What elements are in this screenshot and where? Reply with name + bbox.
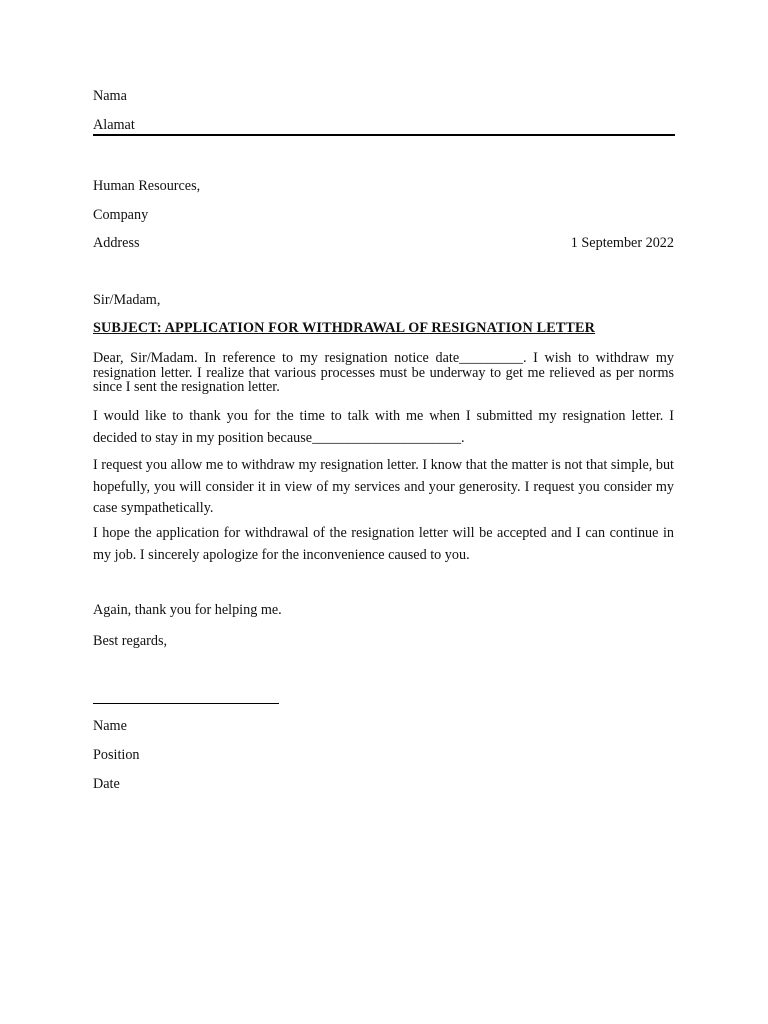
closing-regards: Best regards, — [93, 633, 168, 649]
signature-name: Name — [93, 718, 127, 734]
recipient-company: Company — [93, 207, 149, 223]
signature-date: Date — [93, 776, 120, 792]
body-paragraph: Dear, Sir/Madam. In reference to my resignation notice date_________. I wish to withdraw my resignation letter. I realize that various processes must be underway to get me relieved as per norms since I sent the resignation letter. — [93, 350, 674, 395]
sender-address: Alamat — [93, 117, 135, 133]
subject-line: SUBJECT: APPLICATION FOR WITHDRAWAL OF RESIGNATION LETTER — [93, 320, 596, 336]
recipient-address: Address — [93, 235, 140, 251]
signature-position: Position — [93, 747, 140, 763]
recipient-department: Human Resources, — [93, 178, 201, 194]
sender-name: Nama — [93, 88, 127, 104]
header-rule — [93, 134, 675, 136]
salutation: Sir/Madam, — [93, 292, 161, 308]
letter-date: 1 September 2022 — [570, 235, 674, 251]
body-paragraph: I would like to thank you for the time to talk with me when I submitted my resignation letter. I decided to stay in my position because_____________________. — [93, 408, 674, 446]
closing-thanks: Again, thank you for helping me. — [93, 602, 282, 618]
body-paragraph: I request you allow me to withdraw my resignation letter. I know that the matter is not that simple, but hopefully, you will consider it in view of my services and your generosity. I request you consider my case sympathetically. — [93, 457, 674, 516]
body-paragraph: I hope the application for withdrawal of the resignation letter will be accepted and I can continue in my job. I sincerely apologize for the inconvenience caused to you. — [93, 525, 674, 563]
signature-line — [93, 703, 279, 704]
